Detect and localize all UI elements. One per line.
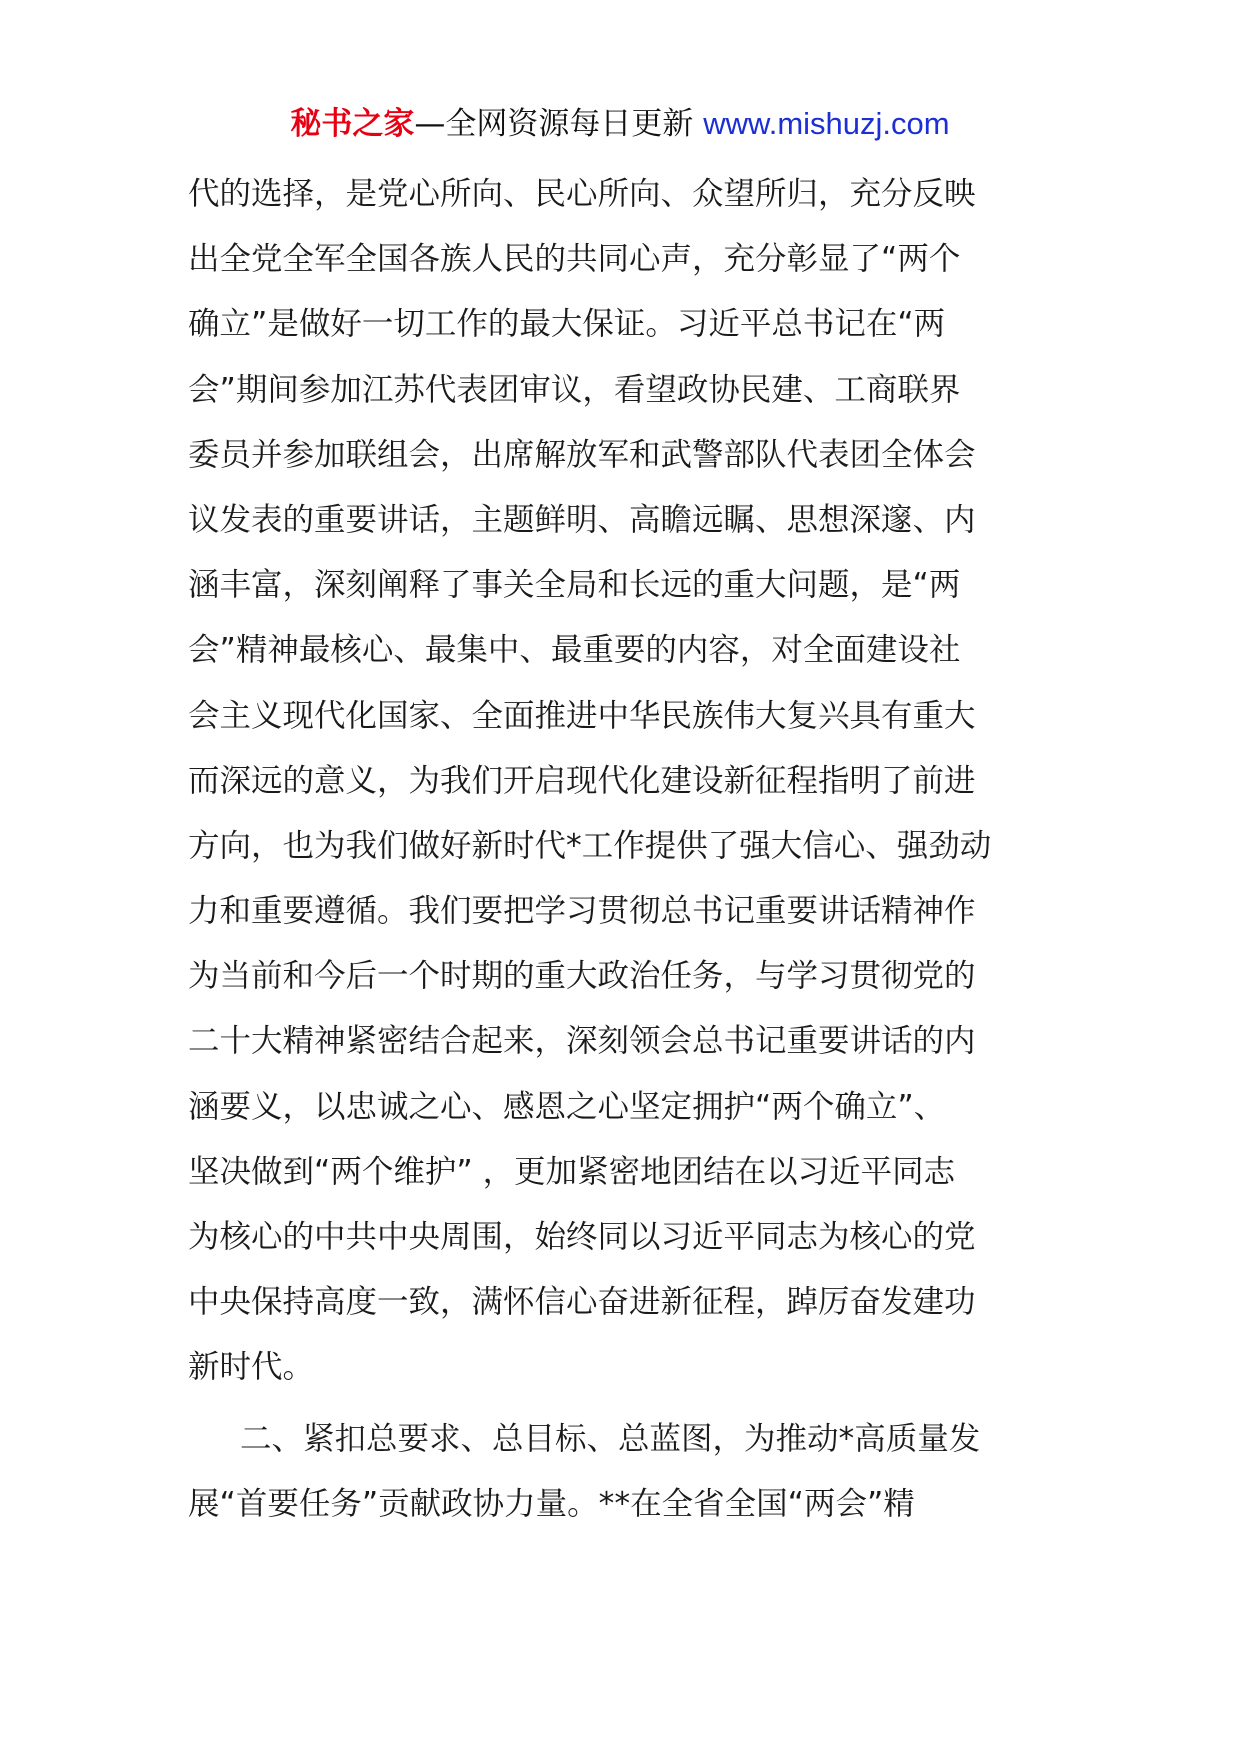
text-line: 涵丰富，深刻阐释了事关全局和长远的重大问题，是“两 bbox=[188, 567, 961, 604]
header-brand: 秘书之家 bbox=[290, 106, 415, 142]
text-line: 坚决做到“两个维护” ，更加紧密地团结在以习近平同志 bbox=[188, 1153, 956, 1190]
text-line: 力和重要遵循。我们要把学习贯彻总书记重要讲话精神作 bbox=[188, 893, 976, 930]
text-line: 委员并参加联组会，出席解放军和武警部队代表团全体会 bbox=[188, 436, 976, 473]
text-line: 代的选择，是党心所向、民心所向、众望所归，充分反映 bbox=[188, 176, 976, 212]
text-line: 出全党全军全国各族人民的共同心声，充分彰显了“两个 bbox=[188, 241, 961, 278]
site-header bbox=[0, 100, 1240, 148]
text-line: 确立”是做好一切工作的最大保证。习近平总书记在“两 bbox=[188, 306, 946, 343]
paragraph-2 bbox=[188, 1407, 1068, 1537]
paragraph-1 bbox=[188, 162, 1068, 1401]
text-line: 会”期间参加江苏代表团审议，看望政协民建、工商联界 bbox=[188, 371, 961, 408]
header-tagline: —全网资源每日更新 bbox=[414, 106, 694, 142]
text-line: 二、紧扣总要求、总目标、总蓝图，为推动*高质量发 bbox=[240, 1420, 981, 1457]
text-line: 展“首要任务”贡献政协力量。**在全省全国“两会”精 bbox=[188, 1485, 915, 1522]
text-line: 会”精神最核心、最集中、最重要的内容，对全面建设社 bbox=[188, 632, 961, 669]
document-body bbox=[188, 162, 1068, 1537]
text-line: 方向，也为我们做好新时代*工作提供了强大信心、强劲动 bbox=[188, 827, 992, 864]
text-line: 会主义现代化国家、全面推进中华民族伟大复兴具有重大 bbox=[188, 697, 976, 734]
text-line: 中央保持高度一致，满怀信心奋进新征程，踔厉奋发建功 bbox=[188, 1284, 976, 1321]
text-line: 为核心的中共中央周围，始终同以习近平同志为核心的党 bbox=[188, 1219, 976, 1255]
text-line: 而深远的意义，为我们开启现代化建设新征程指明了前进 bbox=[188, 762, 976, 799]
text-line: 新时代。 bbox=[188, 1349, 315, 1386]
header-url-link[interactable]: www.mishuzj.com bbox=[703, 106, 950, 141]
text-line: 议发表的重要讲话，主题鲜明、高瞻远瞩、思想深邃、内 bbox=[188, 501, 976, 538]
text-line: 二十大精神紧密结合起来，深刻领会总书记重要讲话的内 bbox=[188, 1023, 976, 1060]
text-line: 为当前和今后一个时期的重大政治任务，与学习贯彻党的 bbox=[188, 958, 976, 995]
text-line: 涵要义，以忠诚之心、感恩之心坚定拥护“两个确立”、 bbox=[188, 1088, 946, 1125]
